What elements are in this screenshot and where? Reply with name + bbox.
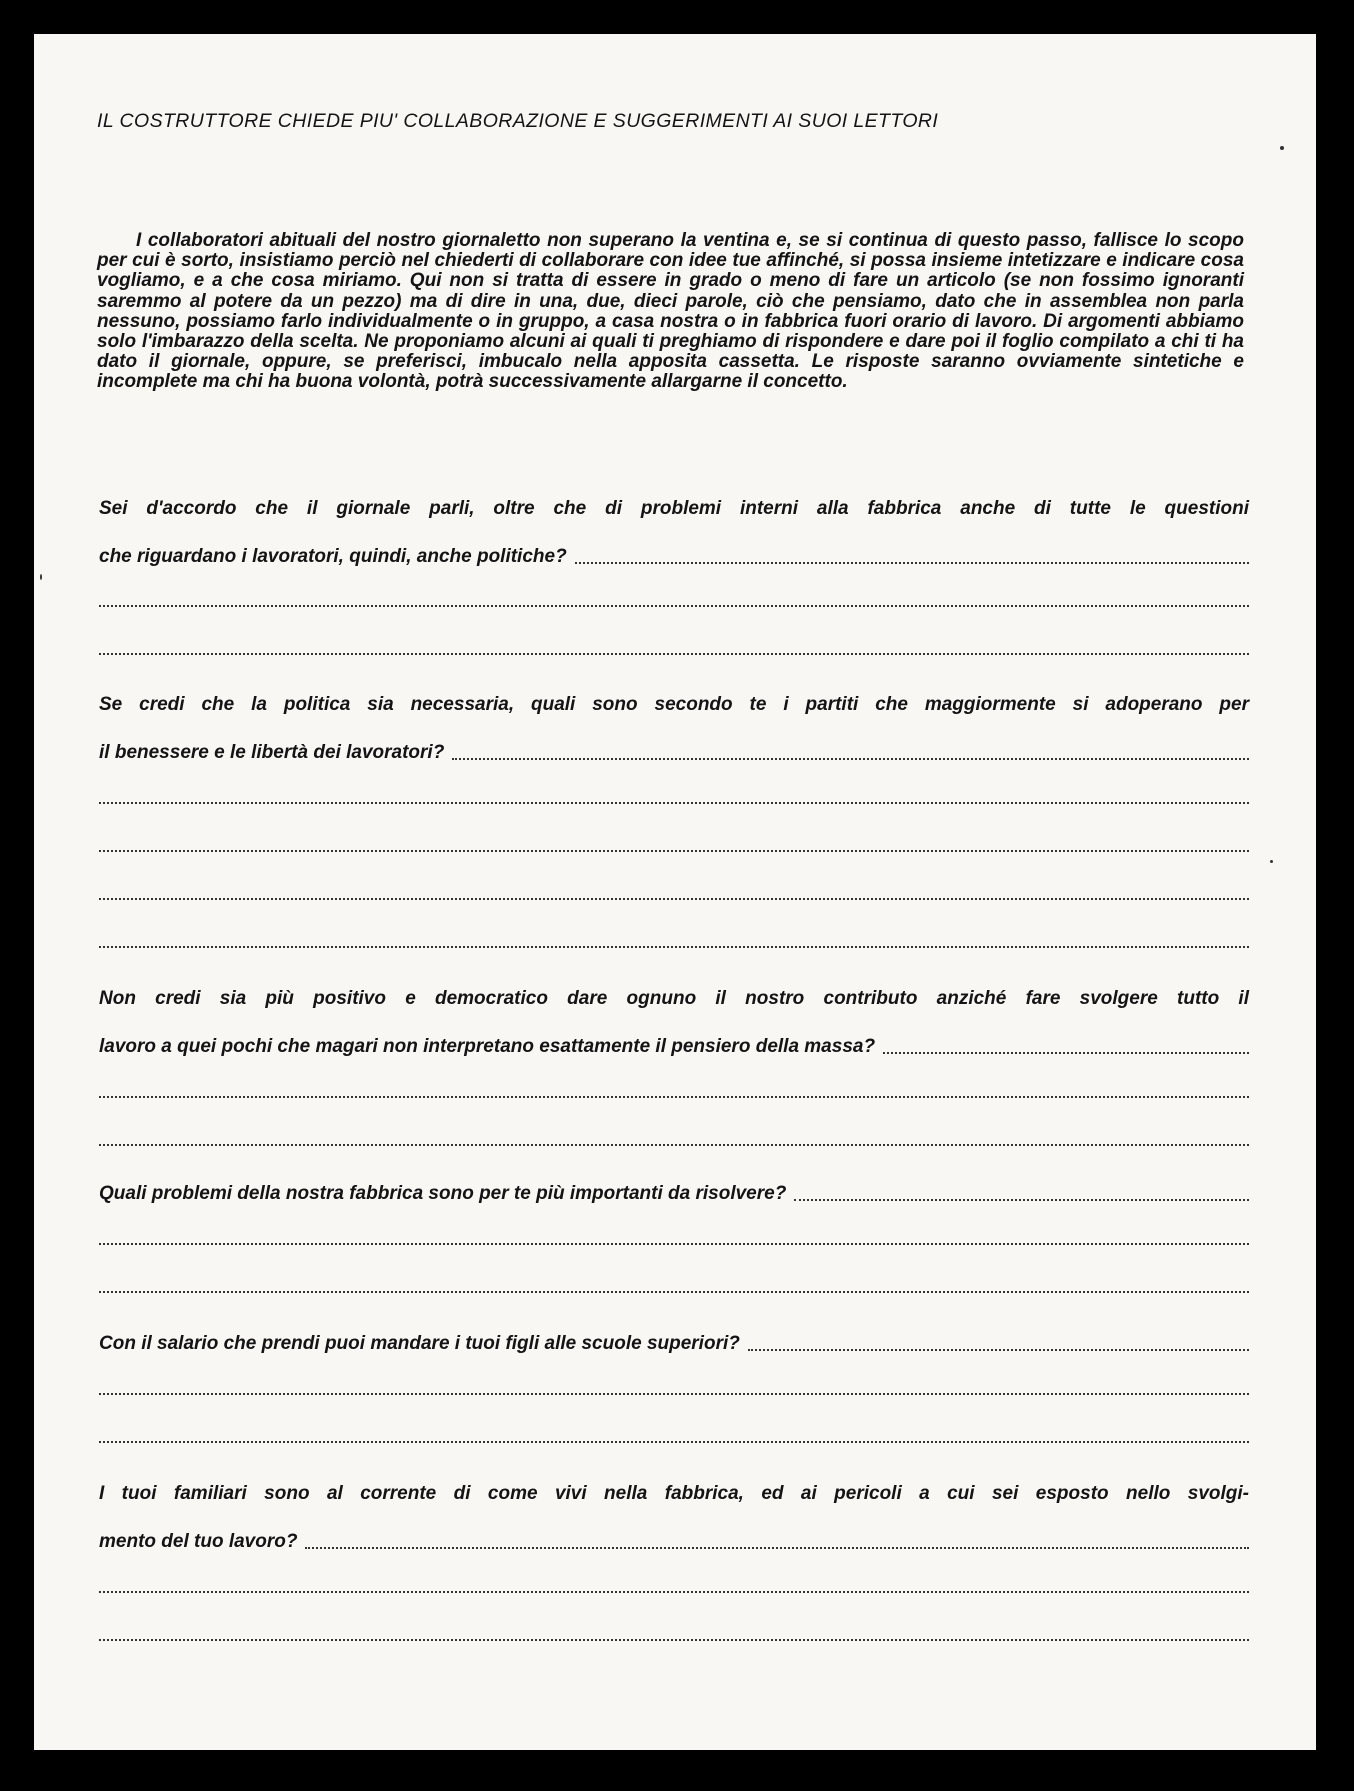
answer-line[interactable] [99, 1441, 1249, 1443]
print-speck [1270, 860, 1273, 863]
answer-line[interactable] [99, 1393, 1249, 1395]
question-6-line-2: mento del tuo lavoro? [99, 1531, 298, 1552]
answer-line[interactable] [99, 802, 1249, 804]
print-speck [40, 574, 42, 580]
question-3-line-1: Non credi sia più positivo e democratico dare ognuno il nostro contributo anziché fare svolgere tutto il [99, 988, 1249, 1009]
question-1-line-1: Sei d'accordo che il giornale parli, oltre che di problemi interni alla fabbrica anche di tutte le questioni [99, 498, 1249, 519]
answer-field-3[interactable] [883, 1051, 1249, 1054]
answer-line[interactable] [99, 898, 1249, 900]
answer-line[interactable] [99, 653, 1249, 655]
answer-field-5[interactable] [748, 1348, 1249, 1351]
question-2-line-1: Se credi che la politica sia necessaria, quali sono secondo te i partiti che maggiormente si adoperano per [99, 694, 1249, 715]
answer-field-6[interactable] [305, 1546, 1249, 1549]
intro-paragraph: I collaboratori abituali del nostro giornaletto non superano la ventina e, se si continua di questo passo, fallisce lo scopo per cui è sorto, insistiamo perciò nel chiederti di collaborare con idee tue affinché, si possa insieme intetizzare e indicare cosa vogliamo, e a che cosa miriamo. Qui non si tratta di essere in grado o meno di fare un articolo (se non fossimo ignoranti saremmo al potere da un pezzo) ma di dire in una, due, dieci parole, ciò che pensiamo, dato che in assemblea non parla nessuno, possiamo farlo individualmente o in gruppo, a casa nostra o in fabbrica fuori orario di lavoro. Di argomenti abbiamo solo l'imbarazzo della scelta. Ne proponiamo alcuni ai quali ti preghiamo di rispondere e dare poi il foglio compilato a chi ti ha dato il giornale, oppure, se preferisci, imbucalo nella apposita cassetta. Le risposte saranno ovviamente sintetiche e incomplete ma chi ha buona volontà, potrà successivamente allargarne il concetto. [97, 230, 1244, 393]
question-3-line-2: lavoro a quei pochi che magari non interpretano esattamente il pensiero della massa? [99, 1036, 876, 1057]
question-6 [99, 1481, 1249, 1553]
answer-line[interactable] [99, 1591, 1249, 1593]
answer-field-1[interactable] [575, 561, 1249, 564]
answer-line[interactable] [99, 1144, 1249, 1146]
document-page [34, 34, 1316, 1750]
question-6-line-1: I tuoi familiari sono al corrente di come vivi nella fabbrica, ed ai pericoli a cui sei esposto nello svolgi- [99, 1483, 1249, 1504]
question-3 [99, 986, 1249, 1058]
question-2 [99, 692, 1249, 764]
answer-line[interactable] [99, 1639, 1249, 1641]
answer-line[interactable] [99, 850, 1249, 852]
question-1-line-2: che riguardano i lavoratori, quindi, anche politiche? [99, 546, 567, 567]
question-4-line-1: Quali problemi della nostra fabbrica sono per te più importanti da risolvere? [99, 1183, 787, 1204]
answer-line[interactable] [99, 1096, 1249, 1098]
answer-line[interactable] [99, 1291, 1249, 1293]
answer-line[interactable] [99, 605, 1249, 607]
answer-line[interactable] [99, 946, 1249, 948]
answer-line[interactable] [99, 1243, 1249, 1245]
document-title: IL COSTRUTTORE CHIEDE PIU' COLLABORAZIONE E SUGGERIMENTI AI SUOI LETTORI [97, 110, 939, 132]
answer-field-4[interactable] [794, 1198, 1249, 1201]
print-speck [1280, 146, 1284, 150]
question-1 [99, 496, 1249, 568]
answer-field-2[interactable] [452, 757, 1249, 760]
question-2-line-2: il benessere e le libertà dei lavoratori? [99, 742, 445, 763]
question-5 [99, 1331, 1249, 1355]
question-5-line-1: Con il salario che prendi puoi mandare i tuoi figli alle scuole superiori? [99, 1333, 740, 1354]
question-4 [99, 1181, 1249, 1205]
